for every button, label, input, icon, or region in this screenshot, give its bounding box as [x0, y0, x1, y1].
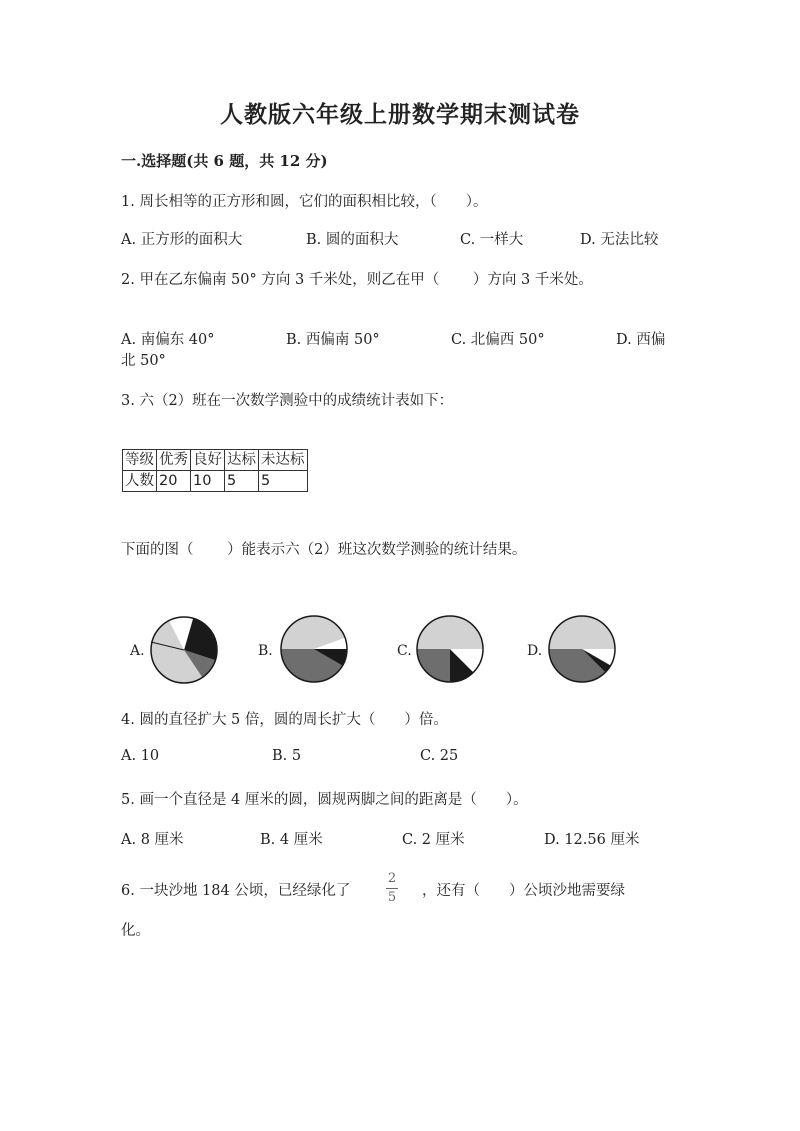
question-2-option-d[interactable]: D. 西偏 — [616, 332, 666, 348]
table-header-cell: 优秀 — [157, 450, 191, 471]
question-2-stem: 2. 甲在乙东偏南 50° 方向 3 千米处，则乙在甲（ ）方向 3 千米处。 — [121, 272, 593, 288]
question-1-option-d[interactable]: D. 无法比较 — [580, 232, 659, 248]
question-6-stem-b: ，还有（ ）公顷沙地需要绿 — [422, 883, 625, 899]
table-row — [123, 471, 308, 492]
pie-chart-a[interactable] — [150, 616, 218, 684]
question-5-option-a[interactable]: A. 8 厘米 — [121, 832, 184, 848]
table-header-cell: 未达标 — [259, 450, 308, 471]
fraction-numerator: 2 — [387, 871, 397, 886]
question-2-option-a[interactable]: A. 南偏东 40° — [121, 332, 215, 348]
table-header-row — [123, 450, 308, 471]
table-cell: 10 — [191, 471, 225, 492]
pie-a-label[interactable]: A. — [130, 643, 145, 659]
question-2-option-b[interactable]: B. 西偏南 50° — [286, 332, 380, 348]
question-6-stem-c: 化。 — [121, 923, 150, 939]
question-1-option-b[interactable]: B. 圆的面积大 — [306, 232, 399, 248]
pie-chart-d[interactable] — [548, 615, 616, 683]
question-4-stem: 4. 圆的直径扩大 5 倍，圆的周长扩大（ ）倍。 — [121, 712, 448, 728]
section-heading: 一.选择题(共 6 题，共 12 分) — [121, 152, 328, 170]
question-2-option-d-continued: 北 50° — [121, 353, 166, 369]
question-1-stem: 1. 周长相等的正方形和圆，它们的面积相比较，（ ）。 — [121, 194, 488, 210]
pie-d-label[interactable]: D. — [527, 643, 543, 659]
table-header-cell: 良好 — [191, 450, 225, 471]
score-table — [122, 449, 308, 492]
question-4-option-a[interactable]: A. 10 — [121, 748, 160, 764]
page-title: 人教版六年级上册数学期末测试卷 — [220, 101, 580, 128]
question-5-option-b[interactable]: B. 4 厘米 — [260, 832, 323, 848]
question-5-option-c[interactable]: C. 2 厘米 — [402, 832, 465, 848]
question-6-stem-a: 6. 一块沙地 184 公顷，已经绿化了 — [121, 883, 351, 899]
question-5-option-d[interactable]: D. 12.56 厘米 — [544, 832, 640, 848]
pie-chart-c[interactable] — [416, 615, 484, 683]
question-1-option-c[interactable]: C. 一样大 — [460, 232, 524, 248]
question-3-stem: 3. 六（2）班在一次数学测验中的成绩统计表如下： — [121, 393, 454, 409]
question-5-stem: 5. 画一个直径是 4 厘米的圆，圆规两脚之间的距离是（ ）。 — [121, 792, 528, 808]
pie-chart-b[interactable] — [280, 615, 348, 683]
pie-b-label[interactable]: B. — [258, 643, 273, 659]
pie-c-label[interactable]: C. — [397, 643, 412, 659]
table-cell: 5 — [259, 471, 308, 492]
fraction — [386, 872, 398, 905]
question-4-option-b[interactable]: B. 5 — [272, 748, 302, 764]
table-header-cell: 等级 — [123, 450, 157, 471]
question-2-option-c[interactable]: C. 北偏西 50° — [451, 332, 545, 348]
fraction-bar — [386, 888, 398, 889]
table-cell: 人数 — [123, 471, 157, 492]
fraction-denominator: 5 — [387, 890, 397, 905]
table-cell: 5 — [225, 471, 259, 492]
table-header-cell: 达标 — [225, 450, 259, 471]
question-4-option-c[interactable]: C. 25 — [420, 748, 459, 764]
table-cell: 20 — [157, 471, 191, 492]
question-1-option-a[interactable]: A. 正方形的面积大 — [121, 232, 243, 248]
question-3-stem-2: 下面的图（ ）能表示六（2）班这次数学测验的统计结果。 — [121, 542, 527, 558]
